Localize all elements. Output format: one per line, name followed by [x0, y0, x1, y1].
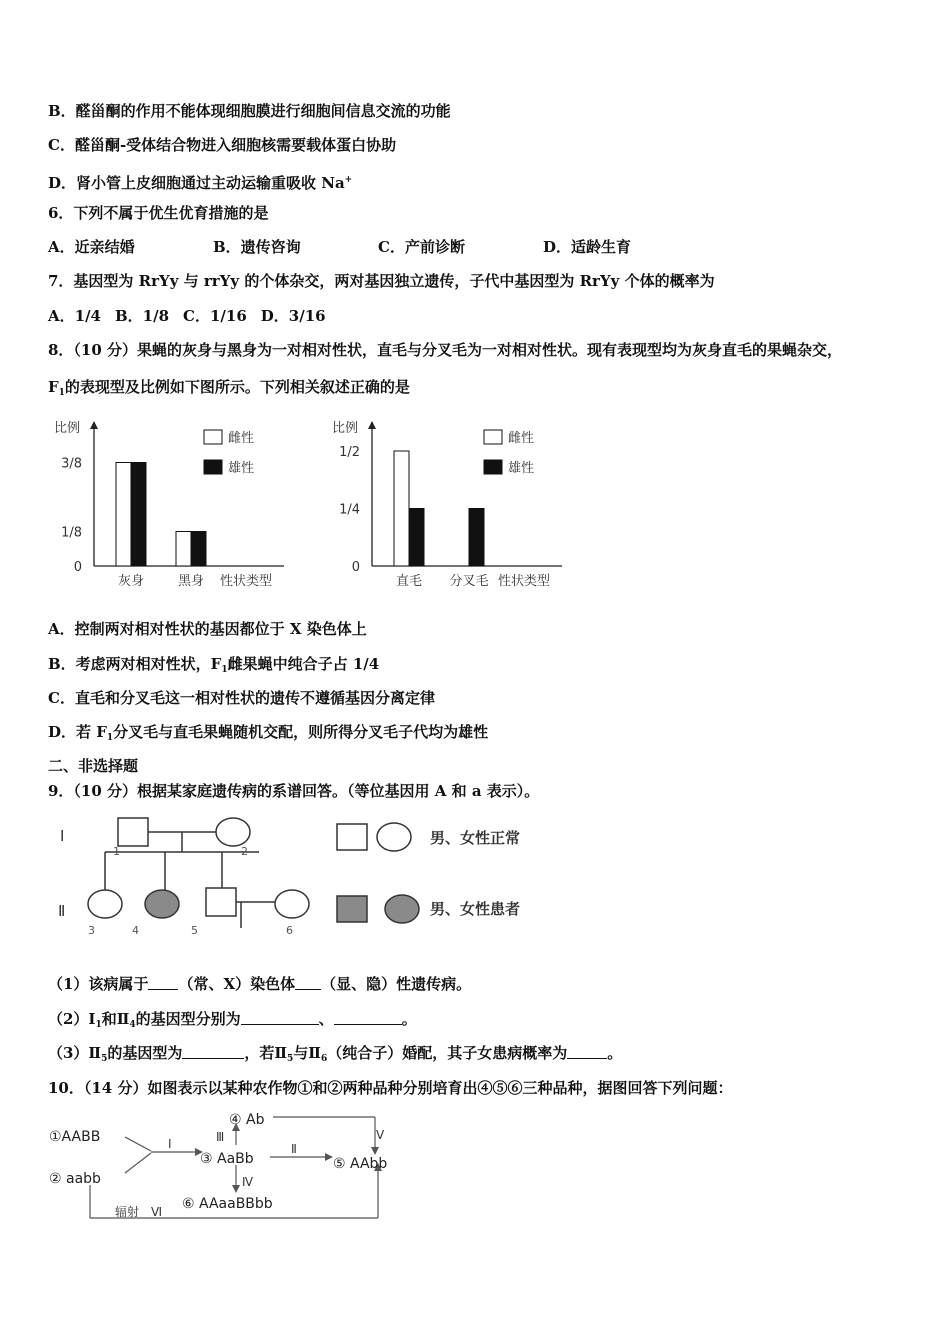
- q9-stem: 9．（10 分）根据某家庭遗传病的系谱回答。（等位基因用 A 和 a 表示）。: [48, 782, 540, 800]
- q8-option-c: C．直毛和分叉毛这一相对性状的遗传不遵循基因分离定律: [48, 689, 435, 707]
- answer-blank[interactable]: [241, 1010, 319, 1025]
- pedigree-num: 3: [88, 924, 95, 937]
- q6-stem: 6．下列不属于优生优育措施的是: [48, 204, 269, 222]
- pedigree-female-II6: [275, 890, 309, 918]
- y-axis-label: 比例: [54, 421, 81, 436]
- q9-part3: $(3)Ⅱ_5$的基因型为 ，若$Ⅱ_5$与$Ⅱ_6$（纯合子）婚配，其子女患病概率为 。: [48, 1044, 623, 1064]
- q5-option-b: B．醛甾酮的作用不能体现细胞膜进行细胞间信息交流的功能: [48, 102, 451, 120]
- pedigree-male-II5: [206, 888, 236, 916]
- q5-option-d: D．肾小管上皮细胞通过主动运输重吸收 Na+: [48, 174, 353, 192]
- bar-male: [469, 509, 484, 567]
- step-label: Ⅳ: [242, 1175, 254, 1189]
- pedigree-num: 5: [191, 924, 198, 937]
- pedigree-female-II3: [88, 890, 122, 918]
- pedigree-male-I1: [118, 818, 148, 846]
- legend-female-affected: [385, 895, 419, 923]
- q10-stem: 10．（14 分）如图表示以某种农作物①和②两种品种分别培育出④⑤⑥三种品种，据图回答下列问题：: [48, 1079, 733, 1097]
- legend-label: 雄性: [508, 461, 535, 476]
- q8-option-a: A．控制两对相对性状的基因都位于 X 染色体上: [48, 620, 367, 638]
- section-heading: 二、非选择题: [48, 757, 139, 775]
- variety-3: ③ AaBb: [200, 1151, 254, 1167]
- legend-normal-label: 男、女性正常: [430, 829, 521, 847]
- q6-option: B．遗传咨询: [213, 238, 301, 256]
- q5-option-c: C．醛甾酮-受体结合物进入细胞核需要载体蛋白协助: [48, 136, 397, 154]
- q7-option: B．1/8: [115, 307, 170, 325]
- q7-option: C．1/16: [183, 307, 247, 325]
- pedigree-gen-label: Ⅱ: [58, 902, 66, 920]
- x-axis-label: 性状类型: [220, 574, 273, 589]
- pedigree-num: 6: [286, 924, 293, 937]
- step-label: Ⅴ: [376, 1128, 385, 1142]
- variety-4: ④ Ab: [229, 1112, 265, 1128]
- variety-2: ② aabb: [49, 1171, 101, 1187]
- variety-5: ⑤ AAbb: [333, 1156, 388, 1172]
- y-tick-label: 1/4: [339, 502, 360, 518]
- legend-affected-label: 男、女性患者: [430, 900, 521, 918]
- bar-male: [409, 509, 424, 567]
- bar-female: [116, 463, 131, 567]
- pedigree-female-I2: [216, 818, 250, 846]
- bristle-chart: [322, 408, 592, 593]
- legend-label: 雌性: [508, 431, 535, 446]
- bar-female: [394, 451, 409, 566]
- step-label: Ⅱ: [291, 1142, 297, 1156]
- q7-options: [48, 306, 326, 326]
- y-tick-label: 1/8: [61, 525, 82, 541]
- y-tick-label: 3/8: [61, 456, 82, 472]
- bar-female: [176, 532, 191, 567]
- x-axis-label: 性状类型: [498, 574, 551, 589]
- y-axis-arrow: [90, 421, 98, 429]
- q7-stem: 7．基因型为 RrYy 与 rrYy 的个体杂交，两对基因独立遗传，子代中基因型为 RrYy 个体的概率为: [48, 272, 715, 290]
- pedigree-num: 4: [132, 924, 139, 937]
- legend-female-normal: [377, 823, 411, 851]
- breeding-diagram: [45, 1105, 415, 1225]
- answer-blank[interactable]: [334, 1010, 402, 1025]
- x-tick-label: 黑身: [177, 574, 205, 589]
- legend-swatch: [484, 460, 502, 474]
- pedigree-chart: [50, 808, 570, 943]
- y-axis-arrow: [368, 421, 376, 429]
- x-tick-label: 分叉毛: [449, 574, 489, 589]
- y-tick-label: 0: [351, 560, 360, 575]
- legend-label: 雌性: [228, 431, 255, 446]
- bar-male: [131, 463, 146, 567]
- q8-stem-line1: 8．（10 分）果蝇的灰身与黑身为一对相对性状，直毛与分叉毛为一对相对性状。现有表现型均为灰身直毛的果蝇杂交，: [48, 341, 843, 359]
- y-tick-label: 0: [73, 560, 82, 575]
- q7-option: A．1/4: [48, 307, 101, 325]
- pedigree-gen-label: Ⅰ: [60, 827, 65, 845]
- x-tick-label: 灰身: [117, 574, 145, 589]
- x-tick-label: 直毛: [395, 574, 423, 589]
- q6-option: A．近亲结婚: [48, 238, 135, 256]
- step-label: 辐射 Ⅵ: [115, 1205, 163, 1219]
- legend-swatch: [204, 460, 222, 474]
- variety-1: ①AABB: [49, 1129, 101, 1145]
- legend-swatch: [484, 430, 502, 444]
- y-tick-label: 1/2: [339, 445, 360, 460]
- y-axis-label: 比例: [332, 421, 359, 436]
- pedigree-num: 2: [241, 845, 248, 858]
- q8-option-b: B．考虑两对相对性状，$F_1$雌果蝇中纯合子占 1/4: [48, 655, 380, 675]
- answer-blank[interactable]: [182, 1044, 244, 1059]
- step-label: Ⅰ: [168, 1137, 172, 1151]
- pedigree-female-II4-affected: [145, 890, 179, 918]
- step-label: Ⅲ: [216, 1130, 225, 1144]
- legend-label: 雄性: [228, 461, 255, 476]
- q9-part1: （1）该病属于 （常、X）染色体 （显、隐）性遗传病。: [48, 975, 472, 993]
- q7-option: D．3/16: [260, 307, 326, 325]
- q8-stem-line2: $F_1$的表现型及比例如下图所示。下列相关叙述正确的是: [48, 378, 410, 398]
- legend-male-normal: [337, 824, 367, 850]
- variety-6: ⑥ AAaaBBbb: [182, 1196, 273, 1212]
- pedigree-num: 1: [113, 845, 120, 858]
- answer-blank[interactable]: [148, 975, 178, 990]
- q6-options: [48, 237, 631, 257]
- body-color-chart: [44, 408, 304, 593]
- q6-option: D．适龄生育: [543, 238, 632, 256]
- bar-male: [191, 532, 206, 567]
- answer-blank[interactable]: [567, 1044, 607, 1059]
- legend-swatch: [204, 430, 222, 444]
- q9-part2: $(2)Ⅰ_1$和$Ⅱ_4$的基因型分别为 、 。: [48, 1010, 417, 1030]
- legend-male-affected: [337, 896, 367, 922]
- q8-option-d: D．若 $F_1$分叉毛与直毛果蝇随机交配，则所得分叉毛子代均为雄性: [48, 723, 489, 743]
- answer-blank[interactable]: [295, 975, 321, 990]
- q6-option: C．产前诊断: [378, 238, 465, 256]
